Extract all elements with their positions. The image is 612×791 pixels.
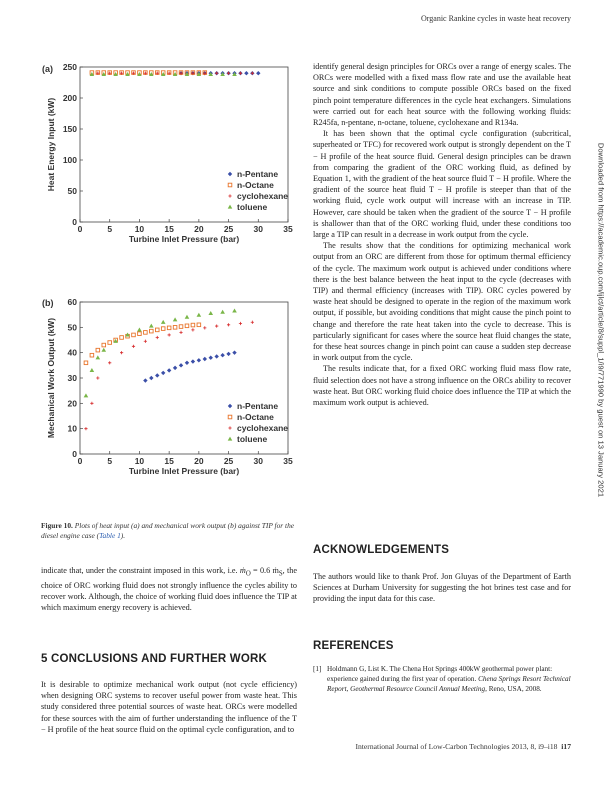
- y-tick-label: 100: [62, 155, 77, 165]
- y-tick-label: 50: [67, 322, 77, 333]
- sub-o: O: [245, 570, 251, 578]
- legend-label: toluene: [237, 434, 268, 444]
- x-tick-label: 5: [107, 224, 113, 234]
- legend-label: n-Pentane: [237, 401, 279, 411]
- x-axis-label: Turbine Inlet Pressure (bar): [128, 466, 240, 476]
- panel-label: (b): [42, 298, 54, 308]
- y-tick-label: 150: [62, 124, 77, 134]
- left-para-rest: , the choice of ORC working fluid does not strongly influence the cycles ability to recover work. Although, the choice of working fluid does influence the TIP at which maximum energy recovery is achieved.: [41, 566, 297, 613]
- y-tick-label: 50: [67, 186, 77, 196]
- download-watermark: [594, 40, 608, 600]
- right-para-4: The results indicate that, for a fixed ORC working fluid mass flow rate, fluid selection does not have a strong influence on the ORCs ability to recover waste heat. But ORC working fluid choice does influence the TIP at which the maximum work output is achieved.: [313, 364, 571, 408]
- section-5-text: It is desirable to optimize mechanical work output (not cycle efficiency) when designing ORC systems to recover useful power from waste heat. This study considered three potential sources of waste heat. ORCs were modelled for these sources with the aim of further understanding the influence of the T − H profile of the heat source fluid on the optimal cycle configuration, and to: [41, 680, 297, 734]
- x-tick-label: 20: [194, 456, 204, 466]
- x-tick-label: 25: [223, 224, 234, 234]
- y-axis-label: Heat Energy Input (kW): [46, 97, 56, 192]
- caption-text: Plots of heat input (a) and mechanical work output (b) against TIP for the diesel engine case (: [41, 521, 295, 540]
- reference-item: [313, 664, 571, 694]
- x-tick-label: 10: [134, 224, 145, 234]
- acknowledgements-heading: ACKNOWLEDGEMENTS: [313, 544, 450, 556]
- x-tick-label: 25: [223, 456, 234, 466]
- x-tick-label: 0: [77, 456, 83, 466]
- x-tick-label: 30: [253, 224, 264, 234]
- y-tick-label: 250: [62, 62, 77, 72]
- left-para-start: indicate that, under the constraint imposed in this work, i.e.: [41, 566, 238, 575]
- page-number: i17: [561, 742, 571, 751]
- y-axis-label: Mechanical Work Output (kW): [46, 317, 56, 439]
- legend-label: n-Pentane: [237, 169, 279, 179]
- legend-label: cyclohexane: [237, 191, 289, 201]
- section-5-paragraph: [41, 679, 297, 735]
- acknowledgements-paragraph: [313, 571, 571, 605]
- panel-a-heat-input: [42, 62, 293, 244]
- y-tick-label: 200: [62, 93, 77, 103]
- x-tick-label: 15: [164, 456, 174, 466]
- right-para-2: It has been shown that the optimal cycle configuration (subcritical, superheated or TFC) for recovered work output is strongly dependent on the T − H profile of the heat source fluid. General design principles can be drawn from comparing the gradient of the ORC working fluid, as defined by Equation 1, with the gradient of the heat source fluid T − H profile. Where the gradient of the source heat fluid T − H profile is steeper than that of the working fluid, cycle work output will increase with an increase in TIP. However, care should be taken when the gradient of the source T − H profile is shallower than that of the ORC working fluid, under these conditions too large a TIP can result in a decrease in work output from the cycle.: [313, 129, 571, 240]
- x-tick-label: 5: [107, 456, 113, 466]
- y-tick-label: 60: [67, 297, 77, 307]
- acknowledgements-text: The authors would like to thank Prof. Jon Gluyas of the Department of Earth Sciences at Durham University for suggesting the hot brines test case and for providing the input data for this case.: [313, 572, 571, 604]
- y-tick-label: 0: [72, 449, 77, 459]
- reference-venue: Chena Springs Resort Technical Report, Geothermal Resource Council Annual Meeting: [327, 675, 571, 693]
- eq-part: = 0.6 ṁ: [250, 566, 279, 575]
- y-tick-label: 40: [67, 347, 77, 358]
- x-tick-label: 35: [283, 456, 293, 466]
- mdot-symbol: ṁ: [239, 566, 246, 575]
- figure-caption: [41, 521, 297, 541]
- right-para-3: The results show that the conditions for optimizing mechanical work output from an ORC are different from those for optimum thermal efficiency of the cycle. The maximum work output is achieved under conditions where there is the best balance between the heat input to the cycle (decreases with TIP) and thermal efficiency (increases with TIP). ORC cycles powered by waste heat should be designed to operate in the region of the maximum work output, if possible, but avoiding conditions that might cause the pinch point to change and therefore the rate heat taken into the cycle to decrease. This is particularly significant for cases where the source heat fluid changes the state, for these heat sources change in pinch point can cause a sudden step decrease in work output from the cycle.: [313, 241, 571, 363]
- page-footer: [355, 742, 571, 751]
- legend-label: cyclohexane: [237, 423, 289, 433]
- x-tick-label: 10: [134, 456, 145, 466]
- section-5-heading: 5 CONCLUSIONS AND FURTHER WORK: [41, 653, 267, 665]
- x-tick-label: 30: [253, 456, 264, 466]
- y-tick-label: 20: [67, 398, 77, 409]
- legend-label: n-Octane: [237, 180, 274, 190]
- download-note: Downloaded from https://academic.oup.com/ijlct/article/8/suppl_1/i9/771990 by guest on 13 January 2021: [596, 142, 606, 498]
- sub-s: S: [278, 570, 283, 578]
- y-tick-label: 10: [67, 423, 77, 434]
- right-para-1: identify general design principles for ORCs over a range of energy scales. The ORCs were modelled with a fixed mass flow rate and use the available heat source and sink conditions to compute possible ORCs based on the fixed pinch point temperature differences in the cycle heat exchangers. Simulations were carried out for each heat source with the following working fluids: R245fa, n-pentane, n-octane, toluene, cyclohexane and R134a.: [313, 62, 571, 128]
- x-tick-label: 20: [194, 224, 204, 234]
- reference-tail: , Reno, USA, 2008.: [485, 685, 542, 693]
- legend-label: n-Octane: [237, 412, 274, 422]
- reference-text: Holdmann G, List K. The Chena Hot Springs 400kW geothermal power plant: experience gained during the first year of operation.: [327, 665, 553, 683]
- y-tick-label: 0: [72, 217, 77, 227]
- x-axis-label: Turbine Inlet Pressure (bar): [128, 234, 240, 244]
- legend-label: toluene: [237, 202, 268, 212]
- panel-b-work-output: [42, 297, 293, 476]
- reference-number: [1]: [313, 665, 322, 673]
- x-tick-label: 0: [77, 224, 83, 234]
- x-tick-label: 35: [283, 224, 293, 234]
- figure-10: [36, 56, 306, 511]
- left-paragraph: [41, 565, 297, 613]
- conclusions-text: [313, 61, 571, 408]
- caption-label: Figure 10.: [41, 521, 73, 530]
- panel-label: (a): [42, 64, 53, 74]
- journal-citation: International Journal of Low-Carbon Technologies 2013, 8, i9–i18: [355, 742, 558, 751]
- caption-end: ).: [120, 531, 126, 540]
- y-tick-label: 30: [67, 373, 77, 383]
- running-header: Organic Rankine cycles in waste heat recovery: [420, 14, 571, 23]
- references-heading: REFERENCES: [313, 640, 394, 652]
- caption-table-link[interactable]: Table 1: [99, 531, 121, 540]
- x-tick-label: 15: [164, 224, 174, 234]
